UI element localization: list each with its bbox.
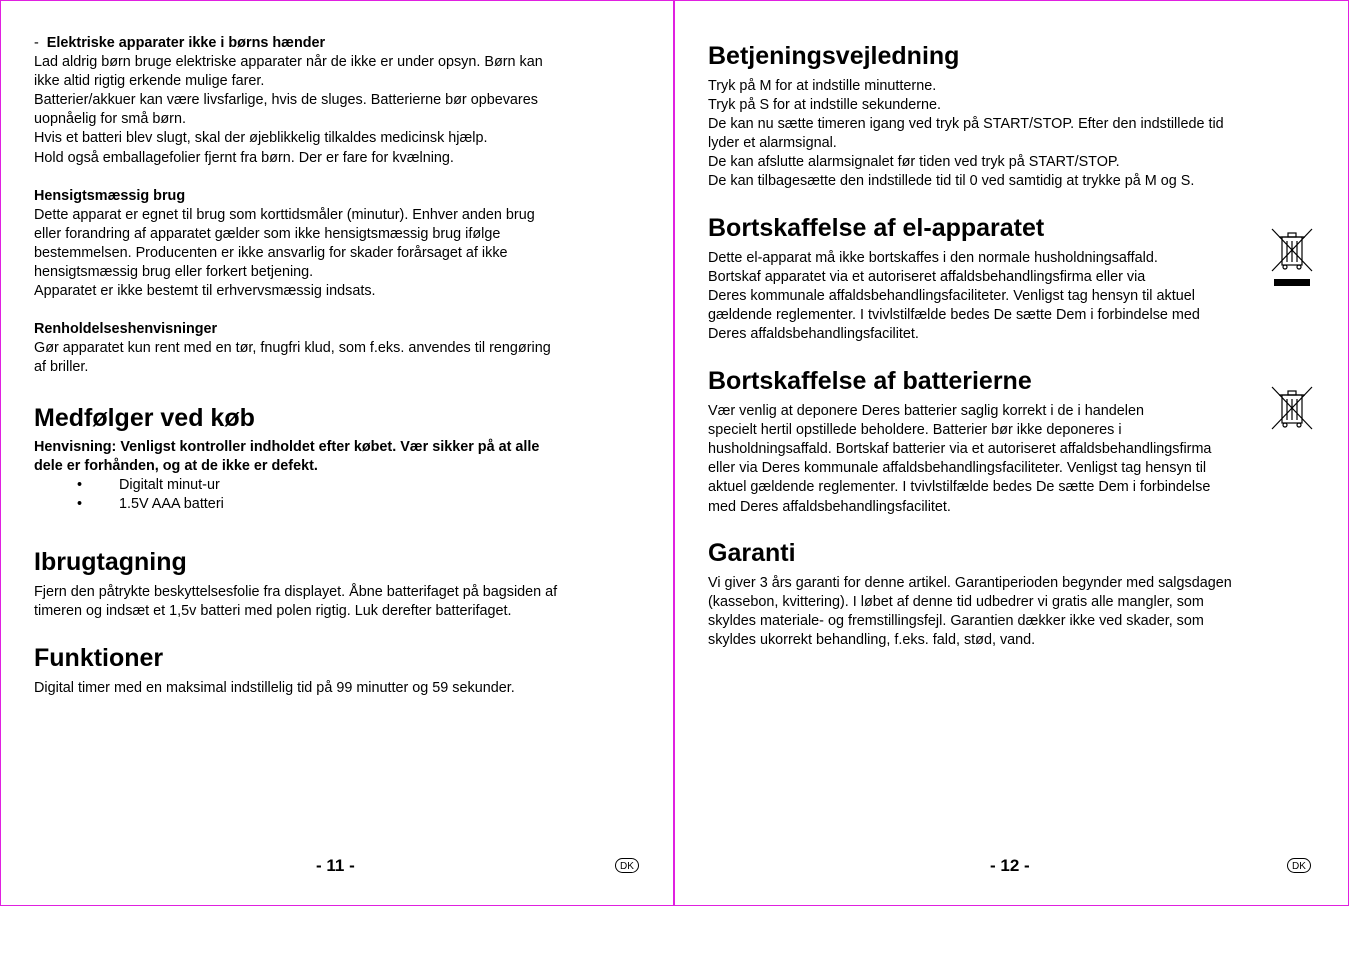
functions-heading: Funktioner [34,644,164,673]
cleaning-line: Gør apparatet kun rent med en tør, fnugfri klud, som f.eks. anvendes til rengøring [34,340,551,357]
left-page-content [34,34,639,698]
setup-line: timeren og indsæt et 1,5v batteri med polen rigtig. Luk derefter batterifaget. [34,602,512,619]
usage-line: hensigtsmæssig brug eller forkert betjening. [34,264,314,281]
right-page-content [708,34,1313,650]
children-line: ikke altid rigtig erkende mulige farer. [34,73,265,90]
list-item: • Digitalt minut-ur [34,476,639,495]
children-line: Hvis et batteri blev slugt, skal der øjeblikkelig tilkaldes medicinsk hjælp. [34,130,488,147]
included-list [34,476,639,514]
disposal-device-heading: Bortskaffelse af el-apparatet [708,213,1045,242]
setup-heading: Ibrugtagning [34,547,187,576]
disposal-batteries-line: Vær venlig at deponere Deres batterier saglig korrekt i de i handelen [708,403,1144,420]
operation-line: lyder et alarmsignal. [708,135,837,152]
usage-line: Apparatet er ikke bestemt til erhvervsmæssig indsats. [34,283,376,300]
warranty-line: (kassebon, kvittering). I løbet af denne tid udbedrer vi gratis alle mangler, som [708,593,1204,610]
page-number: - 12 - [990,856,1030,875]
disposal-device-line: gældende reglementer. I tvivlstilfælde bedes De sætte Dem i forbindelse med [708,306,1200,323]
disposal-device-line: Deres affaldsbehandlingsfacilitet. [708,325,919,342]
country-badge: DK [615,858,639,873]
children-warning-title: - Elektriske apparater ikke i børns hænder [34,35,326,51]
disposal-device-line: Bortskaf apparatet via et autoriseret affaldsbehandlingsfirma eller via [708,268,1146,285]
operation-line: Tryk på M for at indstille minutterne. [708,78,937,94]
setup-line: Fjern den påtrykte beskyttelsesfolie fra displayet. Åbne batterifaget på bagsiden af [34,583,558,600]
list-item: • 1.5V AAA batteri [34,495,639,514]
warranty-line: skyldes materiale- og fremstillingsfejl. Garantien dækker ikke ved skader, som [708,612,1204,629]
disposal-batteries-line: med Deres affaldsbehandlingsfacilitet. [708,498,951,515]
included-note-line: dele er forhånden, og at de ikke er defekt. [34,457,318,474]
disposal-batteries-line: specielt hertil opstillede beholdere. Batterier bør ikke deponeres i [708,422,1122,439]
operation-line: De kan tilbagesætte den indstillede tid til 0 ved samtidig at trykke på M og S. [708,173,1195,190]
page-number: - 11 - [316,856,355,875]
children-line: uopnåelig for små børn. [34,111,186,128]
operation-line: De kan afslutte alarmsignalet før tiden ved tryk på START/STOP. [708,154,1120,171]
left-page [0,0,674,906]
operation-line: Tryk på S for at indstille sekunderne. [708,97,942,114]
included-note-line: Henvisning: Venligst kontroller indholdet efter købet. Vær sikker på at alle [34,438,540,455]
warranty-heading: Garanti [708,538,796,567]
children-line: Lad aldrig børn bruge elektriske apparater når de ikke er under opsyn. Børn kan [34,54,543,71]
disposal-batteries-line: husholdningsaffald. Bortskaf batterier via et autoriseret affaldsbehandlingsfirma [708,441,1212,458]
usage-line: eller forandring af apparatet gælder som ikke hensigtsmæssig brug ifølge [34,225,501,242]
cleaning-title: Renholdelseshenvisninger [34,321,218,338]
warranty-line: skyldes ukorrekt behandling, f.eks. fald, stød, vand. [708,631,1036,648]
crossed-bin-icon [1270,385,1314,431]
warranty-line: Vi giver 3 års garanti for denne artikel. Garantiperioden begynder med salgsdagen [708,574,1232,591]
usage-line: bestemmelsen. Producenten er ikke ansvarlig for skader forårsaget af ikke [34,244,508,261]
right-page [674,0,1349,906]
children-line: Hold også emballagefolier fjernt fra børn. Der er fare for kvælning. [34,149,454,166]
disposal-device-line: Dette el-apparat må ikke bortskaffes i den normale husholdningsaffald. [708,249,1158,266]
disposal-device-line: Deres kommunale affaldsbehandlingsfaciliteter. Venligst tag hensyn til aktuel [708,287,1195,304]
functions-line: Digital timer med en maksimal indstillelig tid på 99 minutter og 59 sekunder. [34,680,515,697]
disposal-batteries-line: eller via Deres kommunale affaldsbehandlingsfaciliteter. Venligst tag hensyn til [708,460,1207,477]
cleaning-line: af briller. [34,359,89,376]
children-line: Batterier/akkuer kan være livsfarlige, hvis de sluges. Batterierne bør opbevares [34,92,538,109]
operation-heading: Betjeningsvejledning [708,42,960,70]
included-heading: Medfølger ved køb [34,403,255,432]
country-badge: DK [1287,858,1311,873]
disposal-batteries-line: aktuel gældende reglementer. I tvivlstilfælde bedes De sætte Dem i forbindelse [708,479,1211,496]
disposal-batteries-heading: Bortskaffelse af batterierne [708,367,1032,396]
operation-line: De kan nu sætte timeren igang ved tryk på START/STOP. Efter den indstillede tid [708,116,1224,133]
crossed-bin-icon [1270,227,1314,289]
usage-title: Hensigtsmæssig brug [34,187,186,204]
usage-line: Dette apparat er egnet til brug som korttidsmåler (minutur). Enhver anden brug [34,206,535,223]
